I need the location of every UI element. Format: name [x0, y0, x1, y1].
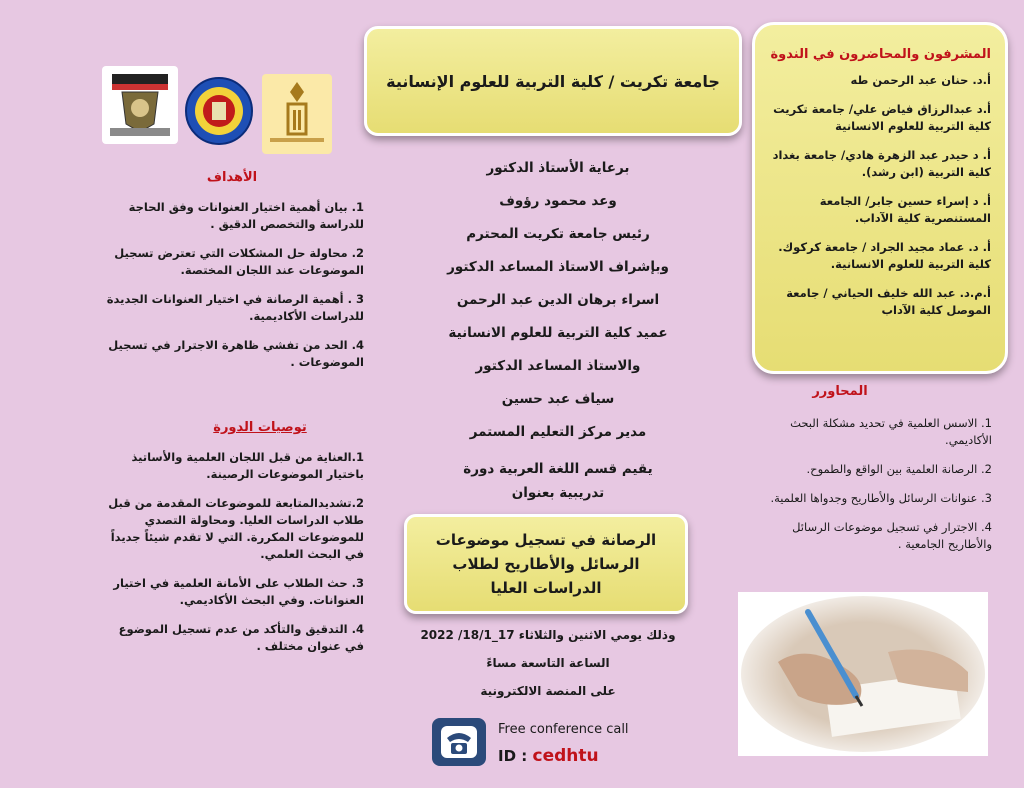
logo-seal-left	[102, 66, 178, 144]
supervisor-item: أ.د. حنان عبد الرحمن طه	[850, 73, 991, 87]
goals-title: الأهداف	[206, 170, 258, 185]
logo-seal-center	[184, 76, 254, 146]
supervisors-box	[752, 22, 1008, 374]
goals-section	[100, 170, 364, 383]
university-title: جامعة تكريت / كلية التربية للعلوم الإنسانية	[386, 71, 720, 91]
sponsor-line: برعاية الأستاذ الدكتور	[486, 160, 630, 176]
recommendation-item: 3. حث الطلاب على الأمانة العلمية في اختيار العنوانات. وفي البحث الأكاديمي.	[113, 576, 364, 607]
conference-id-label: ID :	[498, 747, 528, 765]
axis-item: 4. الاجترار في تسجيل موضوعات الرسائل والأطاريح الجامعية .	[792, 520, 992, 551]
conference-label: Free conference call	[498, 722, 629, 737]
sponsor-line: والاستاذ المساعد الدكتور	[475, 358, 641, 374]
goal-item: 2. محاولة حل المشكلات التي تعترض تسجيل الموضوعات عند اللجان المختصة.	[114, 246, 364, 277]
recommendation-item: 4. التدقيق والتأكد من عدم تسجيل الموضوع في عنوان مختلف .	[118, 622, 364, 653]
goal-item: 3 . أهمية الرصانة في اختيار العنوانات الجديدة للدراسات الأكاديمية.	[106, 292, 364, 323]
recommendation-item: 2.تشديدالمتابعة للموضوعات المقدمة من قبل طلاب الدراسات العليا. ومحاولة التصدي للموضوعات المكررة. التي لا تقدم شيئاً جديداً في البحث العلمي.	[108, 496, 364, 561]
goal-item: 1. بيان أهمية اختيار العنوانات وفق الحاجة للدراسة والتخصص الدقيق .	[128, 200, 364, 231]
university-title-box	[364, 26, 742, 136]
sponsor-line: عميد كلية التربية للعلوم الانسانية	[448, 325, 668, 341]
sponsor-line: سياف عبد حسين	[501, 391, 615, 407]
sponsor-line: وعد محمود رؤوف	[499, 193, 617, 209]
sponsor-line: وبإشراف الاستاذ المساعد الدكتور	[447, 259, 669, 275]
sponsor-line: رئيس جامعة تكريت المحترم	[466, 226, 650, 242]
schedule-time: الساعة التاسعة مساءً	[486, 656, 610, 670]
supervisor-item: أ. د. عماد مجيد الجراد / جامعة كركوك. كلية التربية للعلوم الانسانية.	[778, 240, 991, 271]
schedule-dates: وذلك يومي الاثنين والثلاثاء 17_18/1/ 2022	[420, 628, 676, 642]
conference-id-value: cedhtu	[532, 746, 599, 766]
supervisors-title: المشرفون والمحاضرون في الندوة	[770, 47, 991, 62]
schedule-platform: على المنصة الالكترونية	[480, 684, 616, 698]
supervisor-item: أ.م.د. عبد الله خليف الحياني / جامعة الموصل كلية الآداب	[786, 286, 991, 317]
axis-item: 1. الاسس العلمية في تحديد مشكلة البحث الأكاديمي.	[790, 416, 992, 447]
supervisors-list	[769, 72, 991, 319]
sponsorship-block	[408, 160, 708, 505]
course-title: الرصانة في تسجيل موضوعات الرسائل والأطاريح لطلاب الدراسات العليا	[435, 531, 657, 597]
axes-title: المحاورر	[812, 384, 868, 399]
sponsor-line: مدير مركز التعليم المستمر	[469, 424, 647, 440]
goal-item: 4. الحد من تفشي ظاهرة الاجترار في تسجيل الموضوعات .	[108, 338, 364, 369]
recommendations-title: توصيات الدورة	[213, 420, 307, 435]
writing-hand-photo	[738, 592, 988, 756]
course-title-box	[404, 514, 688, 614]
sponsor-line: يقيم قسم اللغة العربية دورة تدريبية بعنوان	[463, 461, 653, 501]
logo-seal-right	[262, 74, 332, 154]
axis-item: 2. الرصانة العلمية بين الواقع والطموح.	[806, 462, 992, 476]
recommendation-item: 1.العناية من قبل اللجان العلمية والأساتيذ باختيار الموضوعات الرصينة.	[131, 450, 364, 481]
supervisor-item: أ.د عبدالرزاق فياض علي/ جامعة تكريت كلية التربية للعلوم الانسانية	[773, 102, 991, 133]
axes-section	[746, 384, 992, 565]
phone-icon	[432, 718, 486, 766]
recommendations-section	[96, 420, 364, 667]
supervisor-item: أ. د حيدر عبد الزهرة هادي/ جامعة بغداد كلية التربية (ابن رشد).	[772, 148, 991, 179]
conference-id	[498, 746, 599, 766]
schedule-block	[398, 628, 698, 708]
supervisor-item: أ. د إسراء حسين جابر/ الجامعة المستنصرية كلية الآداب.	[819, 194, 991, 225]
sponsor-line: اسراء برهان الدين عبد الرحمن	[456, 292, 660, 308]
axis-item: 3. عنوانات الرسائل والأطاريح وجدواها العلمية.	[770, 491, 992, 505]
